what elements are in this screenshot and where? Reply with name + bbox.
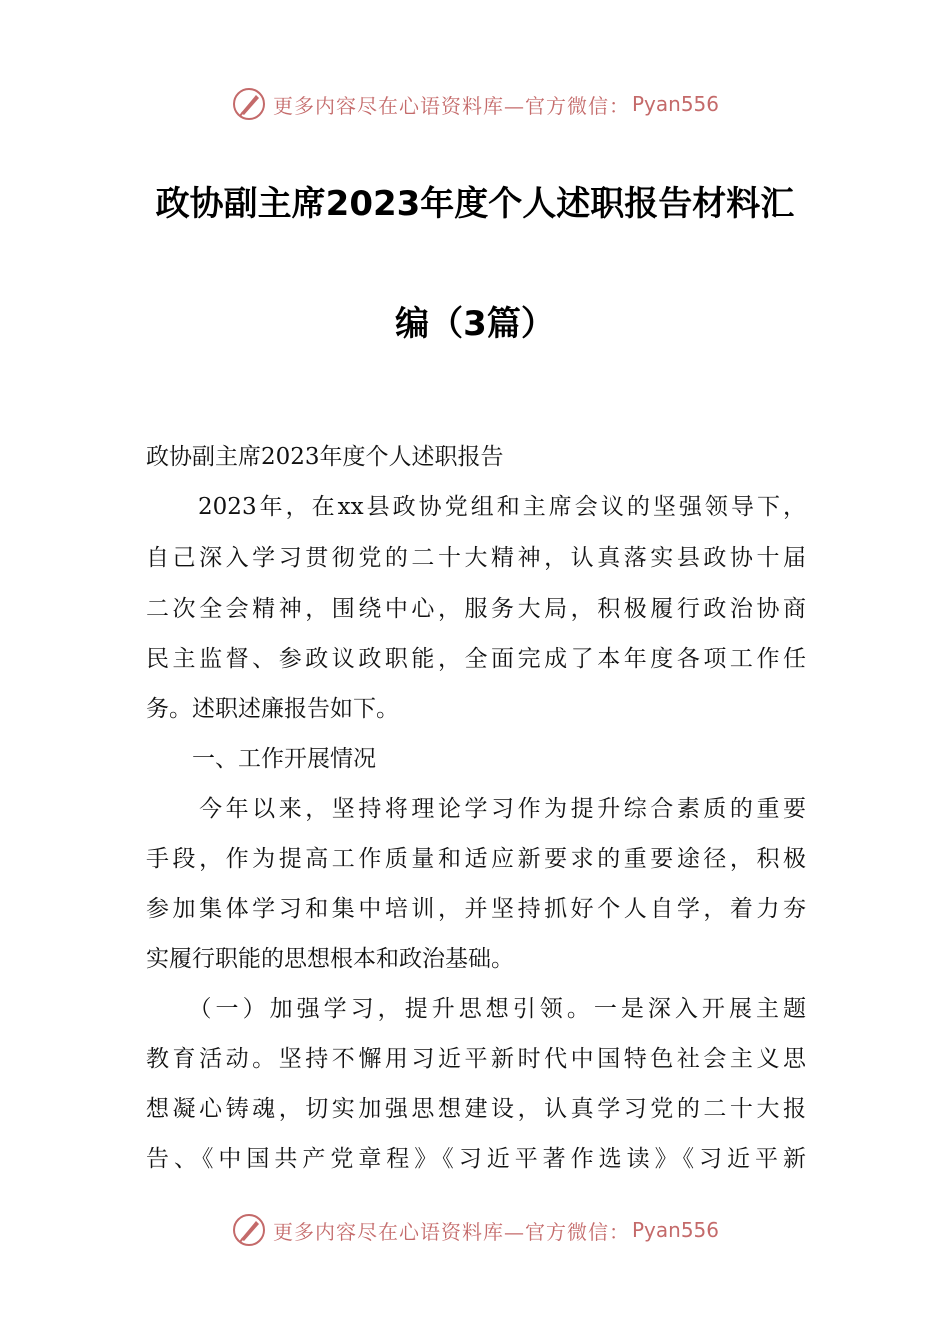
body-line: 教育活动。坚持不懈用习近平新时代中国特色社会主义思	[146, 1046, 806, 1072]
footer-banner-text: 更多内容尽在心语资料库—官方微信：	[272, 1219, 630, 1244]
document-title-line-1: 政协副主席2023年度个人述职报告材料汇	[155, 184, 795, 224]
body-line: 参加集体学习和集中培训，并坚持抓好个人自学，着力夯	[146, 896, 806, 922]
body-line: 二次全会精神，围绕中心，服务大局，积极履行政治协商	[146, 596, 806, 622]
header-banner-text: 更多内容尽在心语资料库—官方微信：	[272, 93, 630, 118]
body-line: 务。述职述廉报告如下。	[146, 696, 399, 722]
body-line: 2023年，在xx县政协党组和主席会议的坚强领导下，	[146, 494, 806, 520]
body-line: 自己深入学习贯彻党的二十大精神，认真落实县政协十届	[146, 545, 806, 571]
footer-banner-id: Pyan556	[631, 1218, 719, 1242]
header-banner	[0, 82, 950, 126]
section-heading: 政协副主席2023年度个人述职报告	[146, 444, 504, 470]
footer-banner	[0, 1208, 950, 1252]
body-line: 今年以来，坚持将理论学习作为提升综合素质的重要	[146, 796, 806, 822]
document-title-line-2: 编（3篇）	[395, 304, 555, 344]
header-banner-id: Pyan556	[631, 92, 719, 116]
body-line: 告、《中国共产党章程》《习近平著作选读》《习近平新	[146, 1146, 806, 1172]
body-line: 手段，作为提高工作质量和适应新要求的重要途径，积极	[146, 846, 806, 872]
body-line: （一）加强学习，提升思想引领。一是深入开展主题	[146, 996, 806, 1022]
body-line: 想凝心铸魂，切实加强思想建设，认真学习党的二十大报	[146, 1096, 806, 1122]
body-line: 民主监督、参政议政职能，全面完成了本年度各项工作任	[146, 646, 806, 672]
body-subheading: 一、工作开展情况	[146, 746, 376, 772]
pen-logo-icon	[231, 1212, 267, 1248]
pen-logo-icon	[231, 86, 267, 122]
body-line: 实履行职能的思想根本和政治基础。	[146, 946, 514, 972]
